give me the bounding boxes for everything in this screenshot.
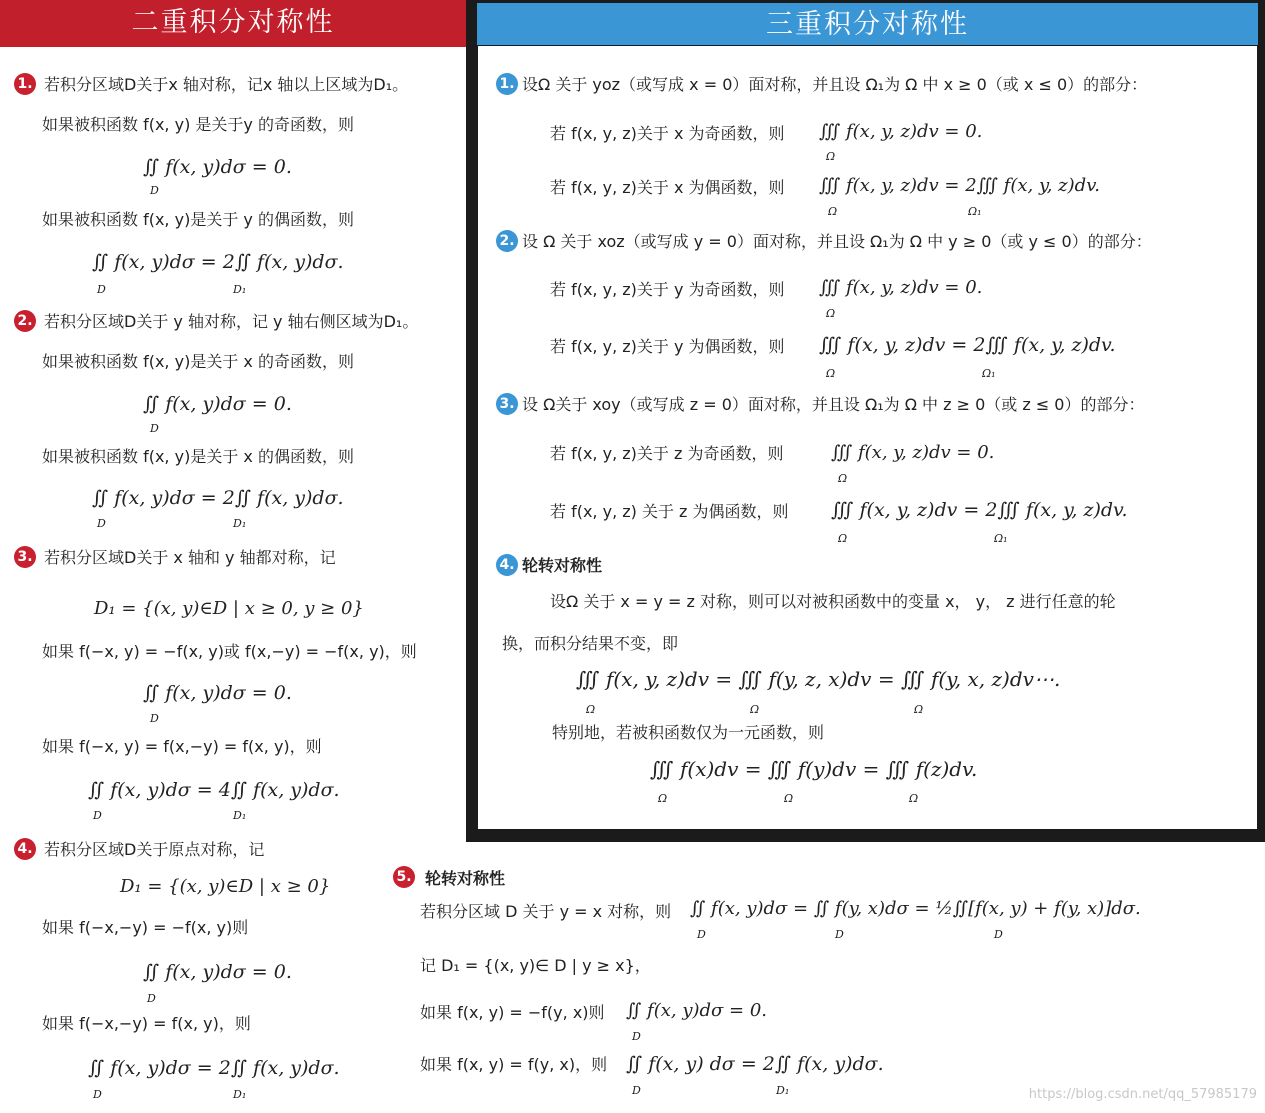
right-s3-even-sub-b: Ω₁ (994, 532, 1008, 545)
bottom-s5-line2: 记 D₁ = {(x, y)∈ D | y ≥ x}， (420, 956, 651, 975)
bottom-s5-line4-formula: ∬ f(x, y) dσ = 2∬ f(x, y)dσ. (626, 1053, 884, 1075)
left-s4-formula2-sub-b: D₁ (233, 1088, 247, 1101)
left-s4-cond1: 如果 f(−x,−y) = −f(x, y)则 (42, 918, 249, 937)
right-s2-intro: 设 Ω 关于 xoz（或写成 y = 0）面对称，并且设 Ω₁为 Ω 中 y ≥ 0（或 y ≤ 0）的部分： (522, 232, 1152, 251)
right-s3-intro: 设 Ω关于 xoy（或写成 z = 0）面对称，并且设 Ω₁为 Ω 中 z ≥ 0（或 z ≤ 0）的部分： (522, 395, 1145, 414)
left-s1-badge: 1. (14, 73, 36, 95)
right-s1-intro: 设Ω 关于 yoz（或写成 x = 0）面对称，并且设 Ω₁为 Ω 中 x ≥ 0（或 x ≤ 0）的部分： (522, 75, 1148, 94)
left-s4-set: D₁ = {(x, y)∈D | x ≥ 0} (120, 876, 331, 897)
left-s2-even-sub-b: D₁ (233, 517, 247, 530)
left-s4-cond2: 如果 f(−x,−y) = f(x, y)，则 (42, 1014, 251, 1033)
left-s4-formula1: ∬ f(x, y)dσ = 0. (143, 961, 292, 983)
right-s2-odd-sub: Ω (826, 307, 836, 320)
bottom-s5-line4-sub-a: D (632, 1084, 641, 1097)
left-s3-formula2-sub-b: D₁ (233, 809, 247, 822)
left-s2-odd-formula: ∬ f(x, y)dσ = 0. (143, 393, 292, 415)
right-s2-even-formula: ∭ f(x, y, z)dv = 2∭ f(x, y, z)dv. (819, 334, 1116, 356)
left-s3-intro: 若积分区域D关于 x 轴和 y 轴都对称，记 (44, 548, 336, 567)
right-s3-even-formula: ∭ f(x, y, z)dv = 2∭ f(x, y, z)dv. (831, 499, 1128, 521)
right-s1-even-sub-b: Ω₁ (968, 205, 982, 218)
right-s2-even-sub-a: Ω (826, 367, 836, 380)
left-s2-odd-sub: D (150, 422, 159, 435)
left-s4-formula2: ∬ f(x, y)dσ = 2∬ f(x, y)dσ. (88, 1057, 340, 1079)
bottom-s5-line4-text: 如果 f(x, y) = f(y, x)，则 (420, 1055, 608, 1074)
bottom-s5-line1-sub-b: D (835, 928, 844, 941)
right-s4-special: 特别地，若被积函数仅为一元函数，则 (552, 723, 825, 742)
bottom-s5-line1-sub-a: D (697, 928, 706, 941)
right-s2-even-text: 若 f(x, y, z)关于 y 为偶函数，则 (550, 337, 785, 356)
right-s2-odd-formula: ∭ f(x, y, z)dv = 0. (819, 277, 983, 298)
right-s3-badge: 3. (496, 393, 518, 415)
left-s4-intro: 若积分区域D关于原点对称，记 (44, 840, 265, 859)
left-s2-even-text: 如果被积函数 f(x, y)是关于 x 的偶函数，则 (42, 447, 354, 466)
left-s2-even-sub-a: D (97, 517, 106, 530)
right-s4-formula-sub-b: Ω (750, 703, 760, 716)
left-s3-set: D₁ = {(x, y)∈D | x ≥ 0, y ≥ 0} (94, 598, 364, 619)
left-s3-badge: 3. (14, 546, 36, 568)
left-s3-formula2-sub-a: D (93, 809, 102, 822)
right-s1-odd-text: 若 f(x, y, z)关于 x 为奇函数，则 (550, 124, 785, 143)
left-s3-formula1-sub: D (150, 712, 159, 725)
right-s2-even-sub-b: Ω₁ (982, 367, 996, 380)
left-s1-even-sub-b: D₁ (233, 283, 247, 296)
left-s4-formula2-sub-a: D (93, 1088, 102, 1101)
right-s4-formula2-sub-b: Ω (784, 792, 794, 805)
right-s1-odd-formula: ∭ f(x, y, z)dv = 0. (819, 121, 983, 142)
left-s3-cond1: 如果 f(−x, y) = −f(x, y)或 f(x,−y) = −f(x, y)，则 (42, 642, 417, 661)
left-title: 二重积分对称性 (0, 0, 466, 44)
bottom-s5-line1-sub-c: D (994, 928, 1003, 941)
watermark: https://blog.csdn.net/qq_57985179 (1028, 1087, 1257, 1102)
bottom-s5-line3-text: 如果 f(x, y) = −f(y, x)则 (420, 1003, 605, 1022)
right-s4-formula2: ∭ f(x)dv = ∭ f(y)dv = ∭ f(z)dv. (650, 757, 978, 781)
right-title: 三重积分对称性 (477, 3, 1258, 45)
left-s3-formula2: ∬ f(x, y)dσ = 4∬ f(x, y)dσ. (88, 779, 340, 801)
left-s1-even-sub-a: D (97, 283, 106, 296)
right-s4-formula2-sub-a: Ω (658, 792, 668, 805)
left-s3-cond2: 如果 f(−x, y) = f(x,−y) = f(x, y)，则 (42, 737, 322, 756)
right-s3-odd-sub: Ω (838, 472, 848, 485)
bottom-s5-line3-sub: D (632, 1030, 641, 1043)
bottom-s5-title: 轮转对称性 (425, 869, 506, 888)
left-s1-odd-formula: ∬ f(x, y)dσ = 0. (143, 156, 292, 178)
left-s4-badge: 4. (14, 838, 36, 860)
right-s2-badge: 2. (496, 230, 518, 252)
bottom-s5-line3-formula: ∬ f(x, y)dσ = 0. (626, 1000, 768, 1021)
left-s1-even-formula: ∬ f(x, y)dσ = 2∬ f(x, y)dσ. (92, 251, 344, 273)
right-s1-even-formula: ∭ f(x, y, z)dv = 2∭ f(x, y, z)dv. (819, 175, 1100, 196)
right-s3-even-sub-a: Ω (838, 532, 848, 545)
left-title-underline (0, 44, 466, 47)
right-s4-formula-sub-a: Ω (586, 703, 596, 716)
right-s1-even-sub-a: Ω (828, 205, 838, 218)
bottom-s5-line1-text: 若积分区域 D 关于 y = x 对称，则 (420, 902, 672, 921)
bottom-s5-line4-sub-b: D₁ (776, 1084, 790, 1097)
right-s4-formula2-sub-c: Ω (909, 792, 919, 805)
right-s4-title: 轮转对称性 (522, 556, 603, 575)
right-s3-odd-text: 若 f(x, y, z)关于 z 为奇函数，则 (550, 444, 784, 463)
right-s4-badge: 4. (496, 554, 518, 576)
right-s3-odd-formula: ∭ f(x, y, z)dv = 0. (831, 442, 995, 463)
left-s2-intro: 若积分区域D关于 y 轴对称，记 y 轴右侧区域为D₁。 (44, 312, 419, 331)
left-s2-even-formula: ∬ f(x, y)dσ = 2∬ f(x, y)dσ. (92, 487, 344, 509)
right-s2-odd-text: 若 f(x, y, z)关于 y 为奇函数，则 (550, 280, 785, 299)
right-s4-line2: 换，而积分结果不变，即 (502, 634, 679, 653)
bottom-s5-badge: 5. (393, 866, 415, 888)
left-s1-intro: 若积分区域D关于x 轴对称，记x 轴以上区域为D₁。 (44, 75, 409, 94)
right-s4-line1: 设Ω 关于 x = y = z 对称，则可以对被积函数中的变量 x， y， z 进行任意的轮 (550, 592, 1116, 611)
left-s1-even-text: 如果被积函数 f(x, y)是关于 y 的偶函数，则 (42, 210, 354, 229)
left-s3-formula1: ∬ f(x, y)dσ = 0. (143, 682, 292, 704)
bottom-s5-line1-formula: ∬ f(x, y)dσ = ∬ f(y, x)dσ = ½∬[f(x, y) + f(y, x)]dσ. (690, 898, 1141, 919)
right-s1-odd-sub: Ω (826, 150, 836, 163)
right-s1-badge: 1. (496, 73, 518, 95)
right-s3-even-text: 若 f(x, y, z) 关于 z 为偶函数，则 (550, 502, 789, 521)
right-s4-formula: ∭ f(x, y, z)dv = ∭ f(y, z, x)dv = ∭ f(y, x, z)dv⋯. (576, 667, 1061, 691)
left-s2-odd-text: 如果被积函数 f(x, y)是关于 x 的奇函数，则 (42, 352, 354, 371)
left-s4-formula1-sub: D (147, 992, 156, 1005)
right-s4-formula-sub-c: Ω (914, 703, 924, 716)
left-s1-odd-sub: D (150, 184, 159, 197)
right-s1-even-text: 若 f(x, y, z)关于 x 为偶函数，则 (550, 178, 785, 197)
left-s1-odd-text: 如果被积函数 f(x, y) 是关于y 的奇函数，则 (42, 115, 354, 134)
left-s2-badge: 2. (14, 310, 36, 332)
